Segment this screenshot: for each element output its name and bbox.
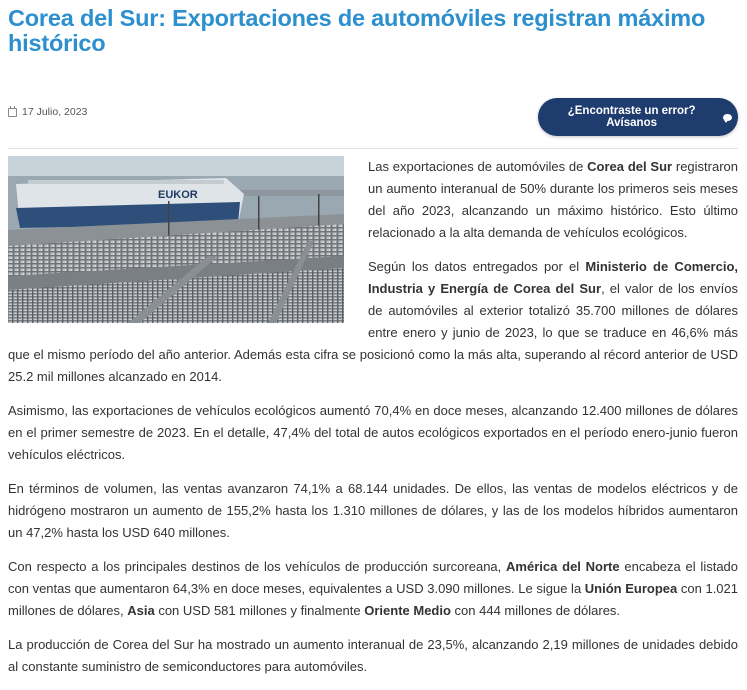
paragraph-2: Según los datos entregados por el Ministerio de Comercio, Industria y Energía de Corea del Sur, el valor de los envíos de automóviles al exterior totalizó 35.700 millones de dólares entre enero y junio de 2023, lo que se traduce en 46,6% más que el mismo período del año anterior. Además esta cifra se posicionó como la más alta, superando al récord anterior de USD 25.2 mil millones alcanzado en 2014. bbox=[8, 259, 738, 384]
article-date bbox=[8, 106, 87, 118]
paragraph-6: La producción de Corea del Sur ha mostrado un aumento interanual de 23,5%, alcanzando 2,19 millones de unidades debido al constante suministro de semiconductores para automóviles. bbox=[8, 637, 738, 674]
ship-name bbox=[158, 189, 198, 201]
speech-bubble-icon bbox=[723, 114, 732, 121]
report-error-label: ¿Encontraste un error? Avísanos bbox=[567, 105, 696, 129]
car-port-photo bbox=[8, 156, 344, 323]
article-title: Corea del Sur: Exportaciones de automóviles registran máximo histórico bbox=[8, 5, 706, 56]
article-photo bbox=[8, 156, 344, 323]
svg-text:EUKOR: EUKOR bbox=[158, 189, 198, 201]
report-error-button[interactable] bbox=[538, 98, 738, 136]
paragraph-1: Las exportaciones de automóviles de Corea del Sur registraron un aumento interanual de 50% durante los primeros seis meses del año 2023, alcanzando un máximo histórico. Esto último relacionado a la alta demanda de vehículos ecológicos. bbox=[368, 159, 739, 240]
calendar-icon bbox=[8, 108, 17, 117]
article-body bbox=[8, 156, 738, 690]
paragraph-4: En términos de volumen, las ventas avanzaron 74,1% a 68.144 unidades. De ellos, las ventas de modelos eléctricos y de hidrógeno mostraron un aumento de 155,2% hasta los 1.310 millones de dólares, y las de los modelos híbridos aumentaron un 47,2% hasta los USD 640 millones. bbox=[8, 481, 738, 540]
paragraph-5: Con respecto a los principales destinos de los vehículos de producción surcoreana, América del Norte encabeza el listado con ventas que aumentaron 64,3% en doce meses, equivalentes a USD 3.090 millones. Le sigue la Unión Europea con 1.021 millones de dólares, Asia con USD 581 millones y finalmente Oriente Medio con 444 millones de dólares. bbox=[8, 559, 739, 618]
divider bbox=[8, 148, 738, 149]
paragraph-3: Asimismo, las exportaciones de vehículos ecológicos aumentó 70,4% en doce meses, alcanzando 12.400 millones de dólares en el primer semestre de 2023. En el detalle, 47,4% del total de autos ecológicos exportados en el período enero-junio fueron vehículos eléctricos. bbox=[8, 403, 738, 462]
date-text: 17 Julio, 2023 bbox=[22, 106, 88, 118]
